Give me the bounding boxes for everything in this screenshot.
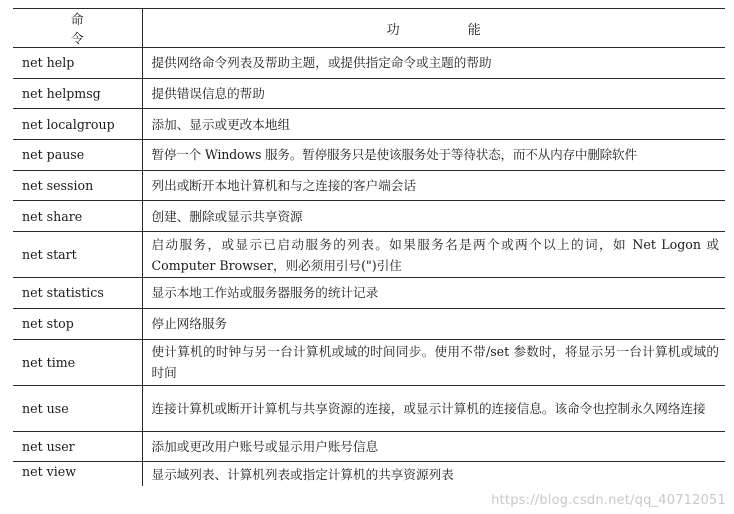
command-cell: net stop	[13, 308, 142, 339]
command-cell: net view	[13, 462, 142, 486]
net-command-table	[13, 8, 725, 486]
description-cell: 显示本地工作站或服务器服务的统计记录	[142, 278, 725, 309]
command-cell: net helpmsg	[13, 78, 142, 109]
table-row	[13, 385, 725, 431]
header-function	[142, 9, 725, 48]
watermark-url: https://blog.csdn.net/qq_40712051	[491, 493, 726, 508]
command-cell: net share	[13, 201, 142, 232]
command-cell: net start	[13, 232, 142, 278]
description-cell: 添加或更改用户账号或显示用户账号信息	[142, 431, 725, 462]
command-cell: net statistics	[13, 278, 142, 309]
description-cell: 列出或断开本地计算机和与之连接的客户端会话	[142, 170, 725, 201]
table-row	[13, 140, 725, 171]
description-cell: 提供网络命令列表及帮助主题，或提供指定命令或主题的帮助	[142, 48, 725, 79]
table-row	[13, 78, 725, 109]
command-cell: net session	[13, 170, 142, 201]
table-row	[13, 431, 725, 462]
description-cell: 提供错误信息的帮助	[142, 78, 725, 109]
description-cell: 使计算机的时钟与另一台计算机或域的时间同步。使用不带/set 参数时，将显示另一台计算机或域的时间	[142, 339, 725, 385]
header-row	[13, 9, 725, 48]
header-function-label: 功 能	[386, 22, 513, 38]
header-command	[13, 9, 142, 48]
command-cell: net help	[13, 48, 142, 79]
description-cell: 连接计算机或断开计算机与共享资源的连接，或显示计算机的连接信息。该命令也控制永久网络连接	[142, 385, 725, 431]
command-cell: net pause	[13, 140, 142, 171]
command-cell: net user	[13, 431, 142, 462]
table-row	[13, 308, 725, 339]
description-cell: 创建、删除或显示共享资源	[142, 201, 725, 232]
description-cell: 添加、显示或更改本地组	[142, 109, 725, 140]
table-row	[13, 48, 725, 79]
table-row	[13, 462, 725, 486]
description-cell: 停止网络服务	[142, 308, 725, 339]
table-header	[13, 9, 725, 48]
table-body	[13, 48, 725, 486]
table-row	[13, 201, 725, 232]
description-cell: 暂停一个 Windows 服务。暂停服务只是使该服务处于等待状态，而不从内存中删除软件	[142, 140, 725, 171]
description-cell: 显示域列表、计算机列表或指定计算机的共享资源列表	[142, 462, 725, 486]
header-command-label: 命 令	[70, 13, 110, 47]
command-cell: net localgroup	[13, 109, 142, 140]
table-row	[13, 339, 725, 385]
command-cell: net use	[13, 385, 142, 431]
command-cell: net time	[13, 339, 142, 385]
table-row	[13, 109, 725, 140]
table-row	[13, 232, 725, 278]
description-cell: 启动服务，或显示已启动服务的列表。如果服务名是两个或两个以上的词，如 Net Logon 或 Computer Browser，则必须用引号(")引住	[142, 232, 725, 278]
table-row	[13, 278, 725, 309]
table-row	[13, 170, 725, 201]
